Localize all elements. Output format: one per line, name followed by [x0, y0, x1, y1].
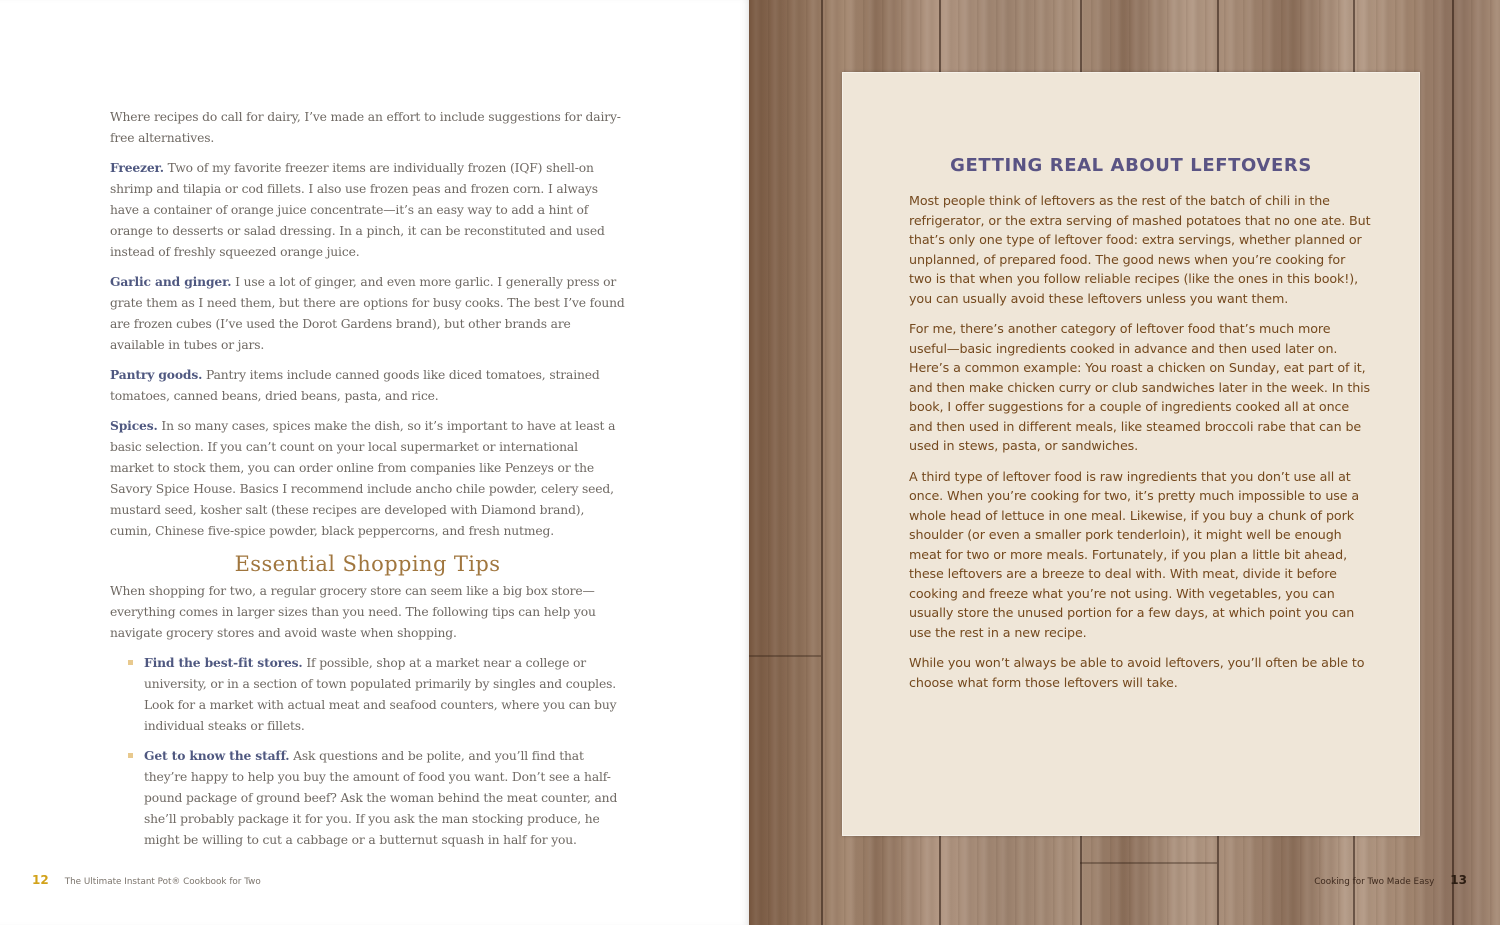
list-item: [110, 652, 625, 737]
spices-paragraph: [110, 415, 625, 542]
plank-seam: [1080, 862, 1217, 864]
garlic-ginger-paragraph: [110, 271, 625, 356]
plank-seam: [821, 0, 823, 925]
tip-text: If possible, shop at a market near a college or university, or in a section of town populated primarily by singles and couples. Look for a market with actual meat and seafood counters, where you can buy individual steaks or fillets.: [144, 656, 617, 733]
list-item: [110, 745, 625, 851]
spices-text: In so many cases, spices make the dish, so it’s important to have at least a basic selection. If you can’t count on your local supermarket or international market to stock them, you can order online from companies like Penzeys or the Savory Spice House. Basics I recommend include ancho chile powder, celery seed, mustard seed, kosher salt (these recipes are developed with Diamond brand), cumin, Chinese five-spice powder, black peppercorns, and fresh nutmeg.: [110, 419, 616, 538]
left-page: [0, 0, 749, 925]
spices-term: Spices.: [110, 418, 158, 433]
bullet-square-icon: [128, 660, 133, 665]
sidebar-paragraph: A third type of leftover food is raw ingredients that you don’t use all at once. When you’re cooking for two, it’s pretty much impossible to use a whole head of lettuce in one meal. Likewise, if you buy a chunk of pork shoulder (or even a smaller pork tenderloin), it might well be enough meat for two or more meals. Fortunately, if you plan a little bit ahead, these leftovers are a breeze to deal with. With meat, divide it before cooking and freeze what you’re not using. With vegetables, you can usually store the unused portion for a few days, at which point you can use the rest in a new recipe.: [909, 468, 1360, 640]
tip-text: Ask questions and be polite, and you’ll find that they’re happy to help you buy the amount of food you want. Don’t see a half-pound package of ground beef? Ask the woman behind the meat counter, and she’ll probably package it for you. If you ask the man stocking produce, he might be willing to cut a cabbage or a butternut squash in half for you.: [144, 749, 618, 847]
garlic-ginger-term: Garlic and ginger.: [110, 274, 232, 289]
page-number-right: 13: [1450, 873, 1467, 887]
garlic-ginger-text: I use a lot of ginger, and even more garlic. I generally press or grate them as I need them, but there are options for busy cooks. The best I’ve found are frozen cubes (I’ve used the Dorot Gardens brand), but other brands are available in tubes or jars.: [110, 275, 625, 352]
page-number-left: 12: [32, 873, 49, 887]
plank-seam: [749, 655, 821, 657]
running-head-left: The Ultimate Instant Pot® Cookbook for Two: [64, 877, 261, 887]
tip-term: Get to know the staff.: [144, 748, 290, 763]
sidebar-title: GETTING REAL ABOUT LEFTOVERS: [950, 155, 1312, 176]
sidebar-panel: [842, 72, 1420, 836]
bullet-square-icon: [128, 753, 133, 758]
tips-list: [110, 652, 625, 851]
freezer-text: Two of my favorite freezer items are individually frozen (IQF) shell-on shrimp and tilapia or cod fillets. I also use frozen peas and frozen corn. I always have a container of orange juice concentrate—it’s an easy way to add a hint of orange to desserts or salad dressing. In a pinch, it can be reconstituted and used instead of freshly squeezed orange juice.: [110, 161, 605, 259]
sidebar-paragraph: Most people think of leftovers as the rest of the batch of chili in the refrigerator, or the extra serving of mashed potatoes that no one ate. But that’s only one type of leftover food: extra servings, whether planned or unplanned, of prepared food. The good news when you’re cooking for two is that when you follow reliable recipes (like the ones in this book!), you can usually avoid these leftovers unless you want them.: [909, 193, 1371, 306]
right-page-wood-background: [749, 0, 1500, 925]
sidebar-paragraph: While you won’t always be able to avoid leftovers, you’ll often be able to choose what form those leftovers will take.: [909, 655, 1365, 690]
freezer-paragraph: [110, 157, 625, 263]
dairy-paragraph: Where recipes do call for dairy, I’ve made an effort to include suggestions for dairy-free alternatives.: [110, 110, 621, 145]
sidebar-body: [909, 191, 1371, 703]
tip-term: Find the best-fit stores.: [144, 655, 303, 670]
shopping-tips-heading: Essential Shopping Tips: [234, 552, 501, 576]
left-footer: [32, 869, 261, 888]
plank-seam: [1452, 0, 1454, 925]
freezer-term: Freezer.: [110, 160, 164, 175]
running-head-right: Cooking for Two Made Easy: [1314, 877, 1435, 887]
sidebar-paragraph: For me, there’s another category of leftover food that’s much more useful—basic ingredients cooked in advance and then used later on. Here’s a common example: You roast a chicken on Sunday, eat part of it, and then make chicken curry or club sandwiches later in the week. In this book, I offer suggestions for a couple of ingredients cooked all at once and then used in different meals, like steamed broccoli rabe that can be used in stews, pasta, or sandwiches.: [909, 321, 1371, 453]
pantry-paragraph: [110, 364, 625, 407]
left-page-body: [110, 107, 625, 859]
pantry-term: Pantry goods.: [110, 367, 203, 382]
pantry-text: Pantry items include canned goods like diced tomatoes, strained tomatoes, canned beans, dried beans, pasta, and rice.: [110, 368, 600, 403]
right-footer: [1314, 869, 1467, 888]
tips-intro-paragraph: When shopping for two, a regular grocery store can seem like a big box store—everything comes in larger sizes than you need. The following tips can help you navigate grocery stores and avoid waste when shopping.: [110, 584, 596, 640]
